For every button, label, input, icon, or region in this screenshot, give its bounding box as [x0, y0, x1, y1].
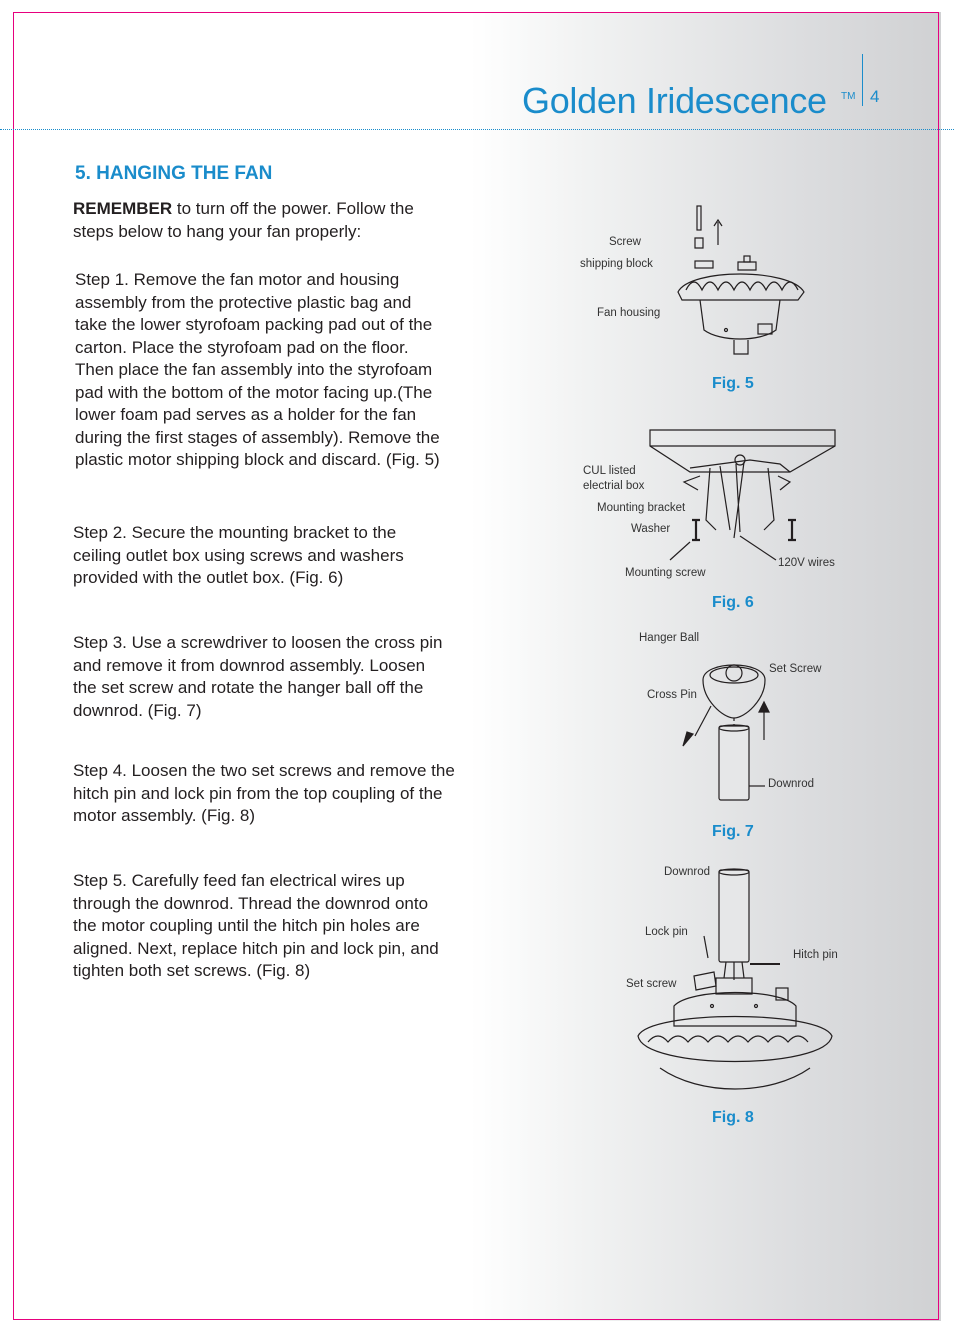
fig7-downrod-label: Downrod	[768, 778, 815, 790]
step-2: Step 2. Secure the mounting bracket to the ceiling outlet box using screws and washers provided with the outlet box. (Fig. 6)	[73, 523, 404, 587]
fig8-caption: Fig. 8	[712, 1109, 754, 1126]
fig8-hitch-pin-label: Hitch pin	[793, 949, 838, 961]
remember-bold: REMEMBER	[73, 199, 173, 218]
page-number-divider	[862, 54, 863, 106]
fig6-caption: Fig. 6	[712, 594, 754, 611]
fig8-set-screw-label: Set screw	[626, 978, 677, 990]
fig5-shipping-block-label: shipping block	[580, 258, 653, 270]
fig7-cross-pin-label: Cross Pin	[647, 689, 697, 701]
fig6-cul-label-line2: electrial box	[583, 480, 645, 492]
fig7-caption: Fig. 7	[712, 823, 754, 840]
header-divider	[0, 129, 954, 130]
fig6-illustration	[640, 420, 840, 580]
trademark-mark: TM	[841, 91, 856, 102]
fig7-set-screw-label: Set Screw	[769, 663, 822, 675]
step-4: Step 4. Loosen the two set screws and remove the hitch pin and lock pin from the top coupling of the motor assembly. (Fig. 8)	[73, 761, 455, 825]
brand-title: Golden Iridescence	[522, 80, 827, 121]
page-number: 4	[870, 87, 880, 106]
fig6-washer-label: Washer	[631, 523, 671, 535]
fig5-illustration	[660, 200, 820, 360]
intro-paragraph	[73, 198, 453, 243]
fig5-fan-housing-label: Fan housing	[597, 307, 661, 319]
section-heading: 5. HANGING THE FAN	[75, 163, 273, 184]
fig7-hanger-ball-label: Hanger Ball	[639, 632, 700, 644]
fig8-lock-pin-label: Lock pin	[645, 926, 688, 938]
step-1: Step 1. Remove the fan motor and housing assembly from the protective plastic bag and take the lower styrofoam packing pad out of the carton. Place the styrofoam pad on the floor. Then place the fan assembly into the styrofoam pad with the bottom of the motor facing up.(The lower foam pad serves as a holder for the fan during the first stages of assembly). Remove the plastic motor shipping block and discard. (Fig. 5)	[75, 270, 440, 469]
fig5-screw-label: Screw	[609, 236, 641, 248]
fig6-cul-label-line1: CUL listed	[583, 465, 636, 477]
fig6-mounting-bracket-label: Mounting bracket	[597, 502, 686, 514]
fig6-mounting-screw-label: Mounting screw	[625, 567, 706, 579]
step-3: Step 3. Use a screwdriver to loosen the cross pin and remove it from downrod assembly. Loosen the set screw and rotate the hanger ball off the downrod. (Fig. 7)	[73, 633, 443, 720]
fig6-wires-label: 120V wires	[778, 557, 835, 569]
intro-text: to turn off the power. Follow the steps below to hang your fan properly:	[73, 199, 414, 241]
step-5: Step 5. Carefully feed fan electrical wires up through the downrod. Thread the downrod onto the motor coupling until the hitch pin holes are aligned. Next, replace hitch pin and lock pin, and tighten both set screws. (Fig. 8)	[73, 871, 439, 980]
fig5-caption: Fig. 5	[712, 375, 754, 392]
fig8-downrod-label: Downrod	[664, 866, 711, 878]
